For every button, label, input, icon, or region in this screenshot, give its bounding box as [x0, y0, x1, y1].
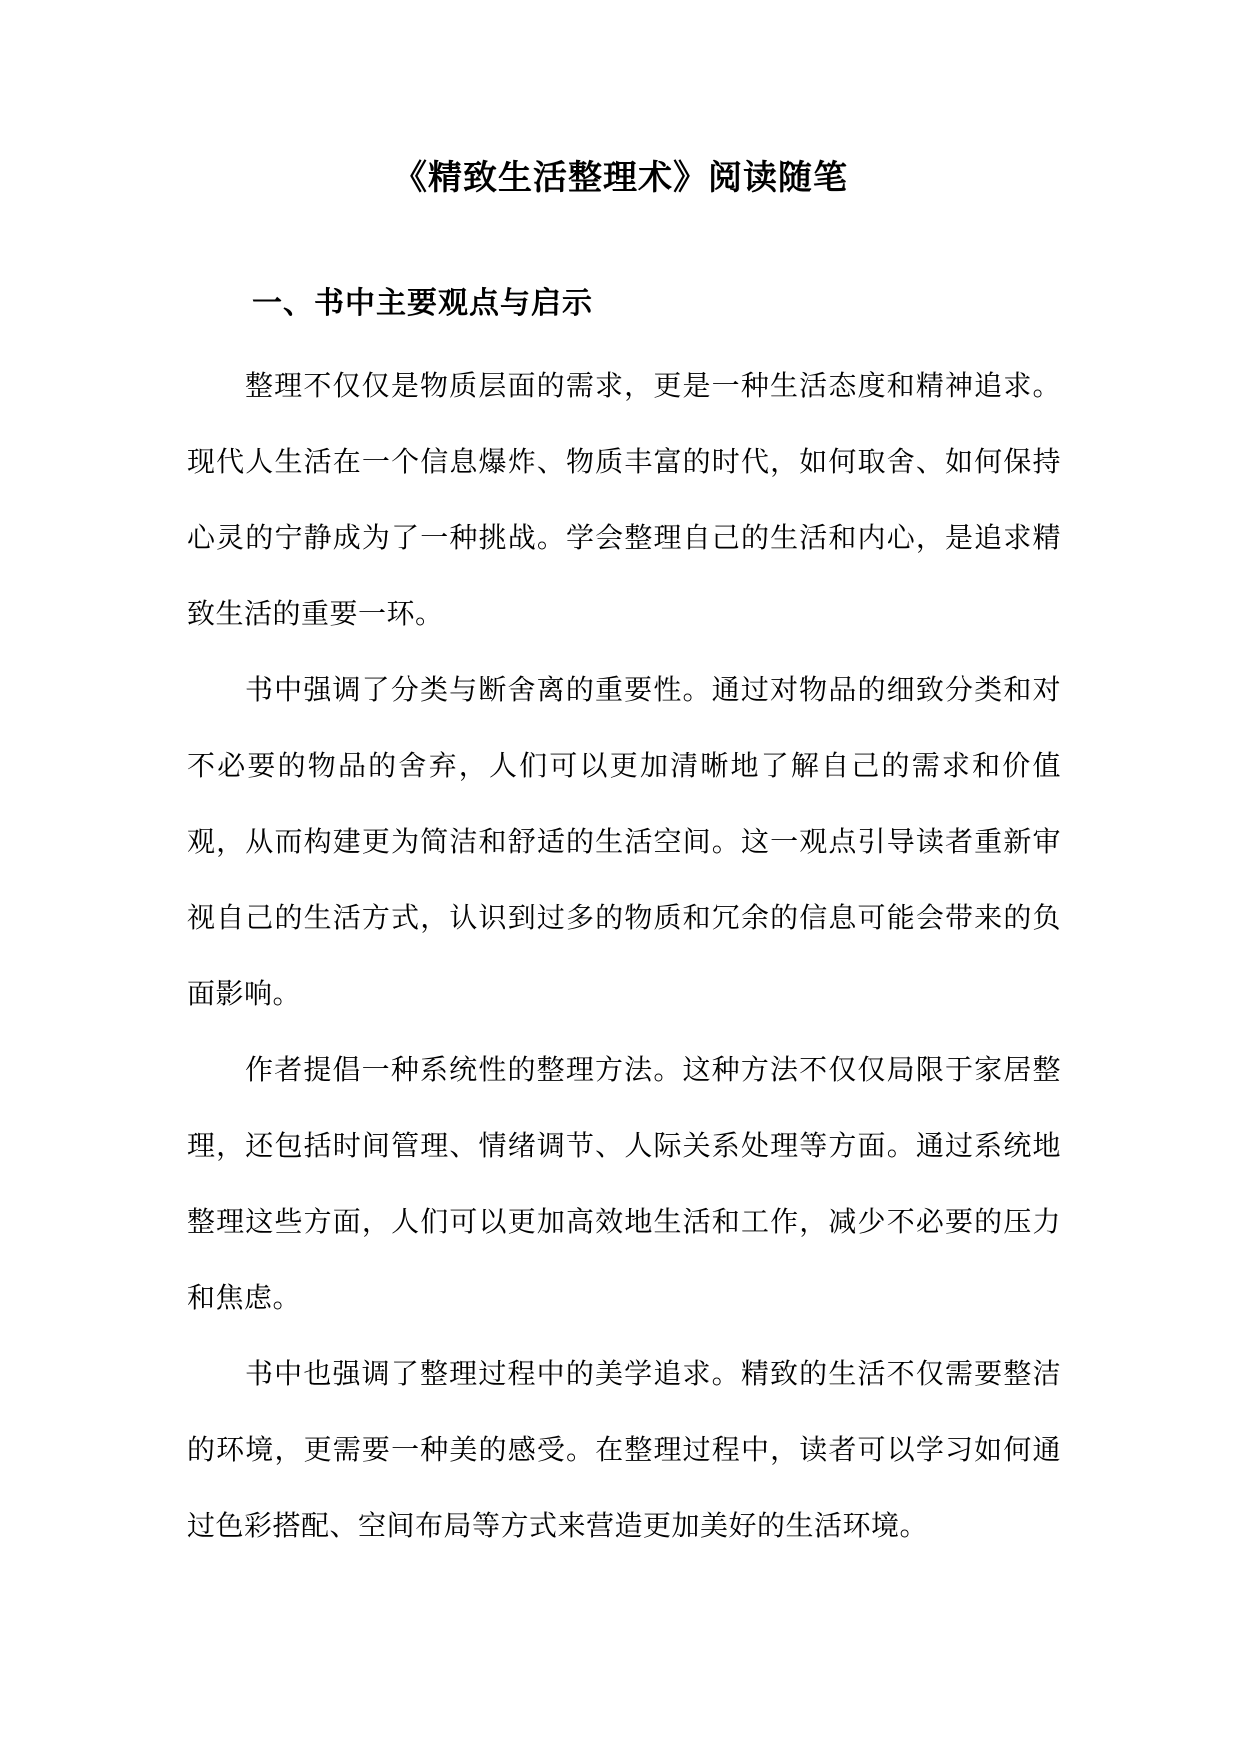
paragraph: 作者提倡一种系统性的整理方法。这种方法不仅仅局限于家居整理，还包括时间管理、情绪调节、人际关系处理等方面。通过系统地整理这些方面，人们可以更加高效地生活和工作，减少不必要的压力和焦虑。	[187, 1053, 1061, 1314]
section-heading: 一、书中主要观点与启示	[252, 286, 593, 321]
document-body	[187, 348, 1061, 1564]
paragraph: 整理不仅仅是物质层面的需求，更是一种生活态度和精神追求。现代人生活在一个信息爆炸、物质丰富的时代，如何取舍、如何保持心灵的宁静成为了一种挑战。学会整理自己的生活和内心，是追求精致生活的重要一环。	[187, 369, 1061, 630]
document-title: 《精致生活整理术》阅读随笔	[393, 158, 848, 198]
paragraph: 书中强调了分类与断舍离的重要性。通过对物品的细致分类和对不必要的物品的舍弃，人们可以更加清晰地了解自己的需求和价值观，从而构建更为简洁和舒适的生活空间。这一观点引导读者重新审视自己的生活方式，认识到过多的物质和冗余的信息可能会带来的负面影响。	[187, 673, 1061, 1010]
paragraph: 书中也强调了整理过程中的美学追求。精致的生活不仅需要整洁的环境，更需要一种美的感受。在整理过程中，读者可以学习如何通过色彩搭配、空间布局等方式来营造更加美好的生活环境。	[187, 1357, 1061, 1542]
